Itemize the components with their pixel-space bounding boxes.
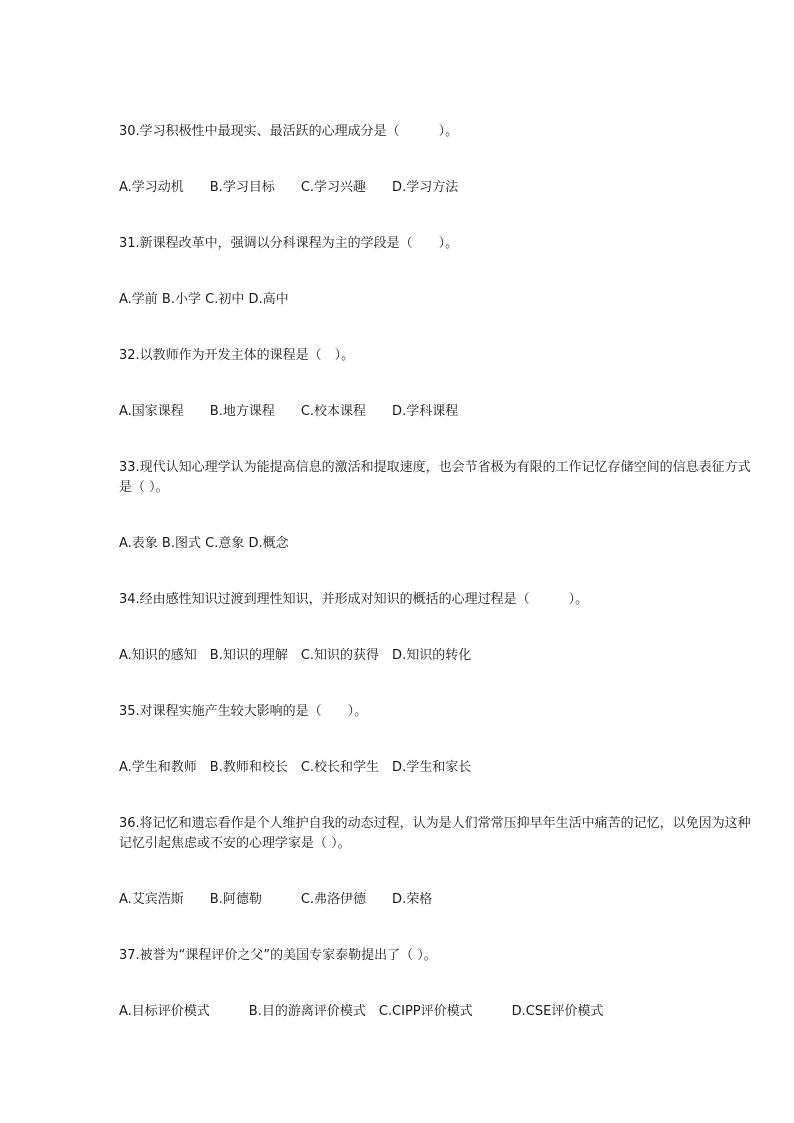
question-35-stem: 35.对课程实施产生较大影响的是（ ）。 (119, 704, 368, 719)
question-37-stem: 37.被誉为“课程评价之父”的美国专家泰勒提出了（ ）。 (119, 948, 437, 963)
question-34-options: A.知识的感知 B.知识的理解 C.知识的获得 D.知识的转化 (119, 648, 472, 663)
question-30-stem: 30.学习积极性中最现实、最活跃的心理成分是（ ）。 (119, 124, 459, 139)
question-31-stem: 31.新课程改革中，强调以分科课程为主的学段是（ ）。 (119, 236, 459, 251)
question-32-stem: 32.以教师作为开发主体的课程是（ ）。 (119, 348, 355, 363)
question-36-stem: 36.将记忆和遗忘看作是个人维护自我的动态过程，认为是人们常常压抑早年生活中痛苦的记忆，以免因为这种记忆引起焦虑或不安的心理学家是（ ）。 (119, 816, 751, 851)
question-30-options: A.学习动机 B.学习目标 C.学习兴趣 D.学习方法 (119, 180, 459, 195)
question-33-options: A.表象 B.图式 C.意象 D.概念 (119, 536, 289, 551)
question-31-options: A.学前 B.小学 C.初中 D.高中 (119, 292, 289, 307)
question-34-stem: 34.经由感性知识过渡到理性知识，并形成对知识的概括的心理过程是（ ）。 (119, 592, 589, 607)
question-36-options: A.艾宾浩斯 B.阿德勒 C.弗洛伊德 D.荣格 (119, 892, 433, 907)
question-37-options: A.目标评价模式 B.目的游离评价模式 C.CIPP评价模式 D.CSE评价模式 (119, 1004, 604, 1019)
question-33-stem: 33.现代认知心理学认为能提高信息的激活和提取速度，也会节省极为有限的工作记忆存储空间的信息表征方式是（ ）。 (119, 460, 751, 495)
question-35-options: A.学生和教师 B.教师和校长 C.校长和学生 D.学生和家长 (119, 760, 472, 775)
question-32-options: A.国家课程 B.地方课程 C.校本课程 D.学科课程 (119, 404, 459, 419)
